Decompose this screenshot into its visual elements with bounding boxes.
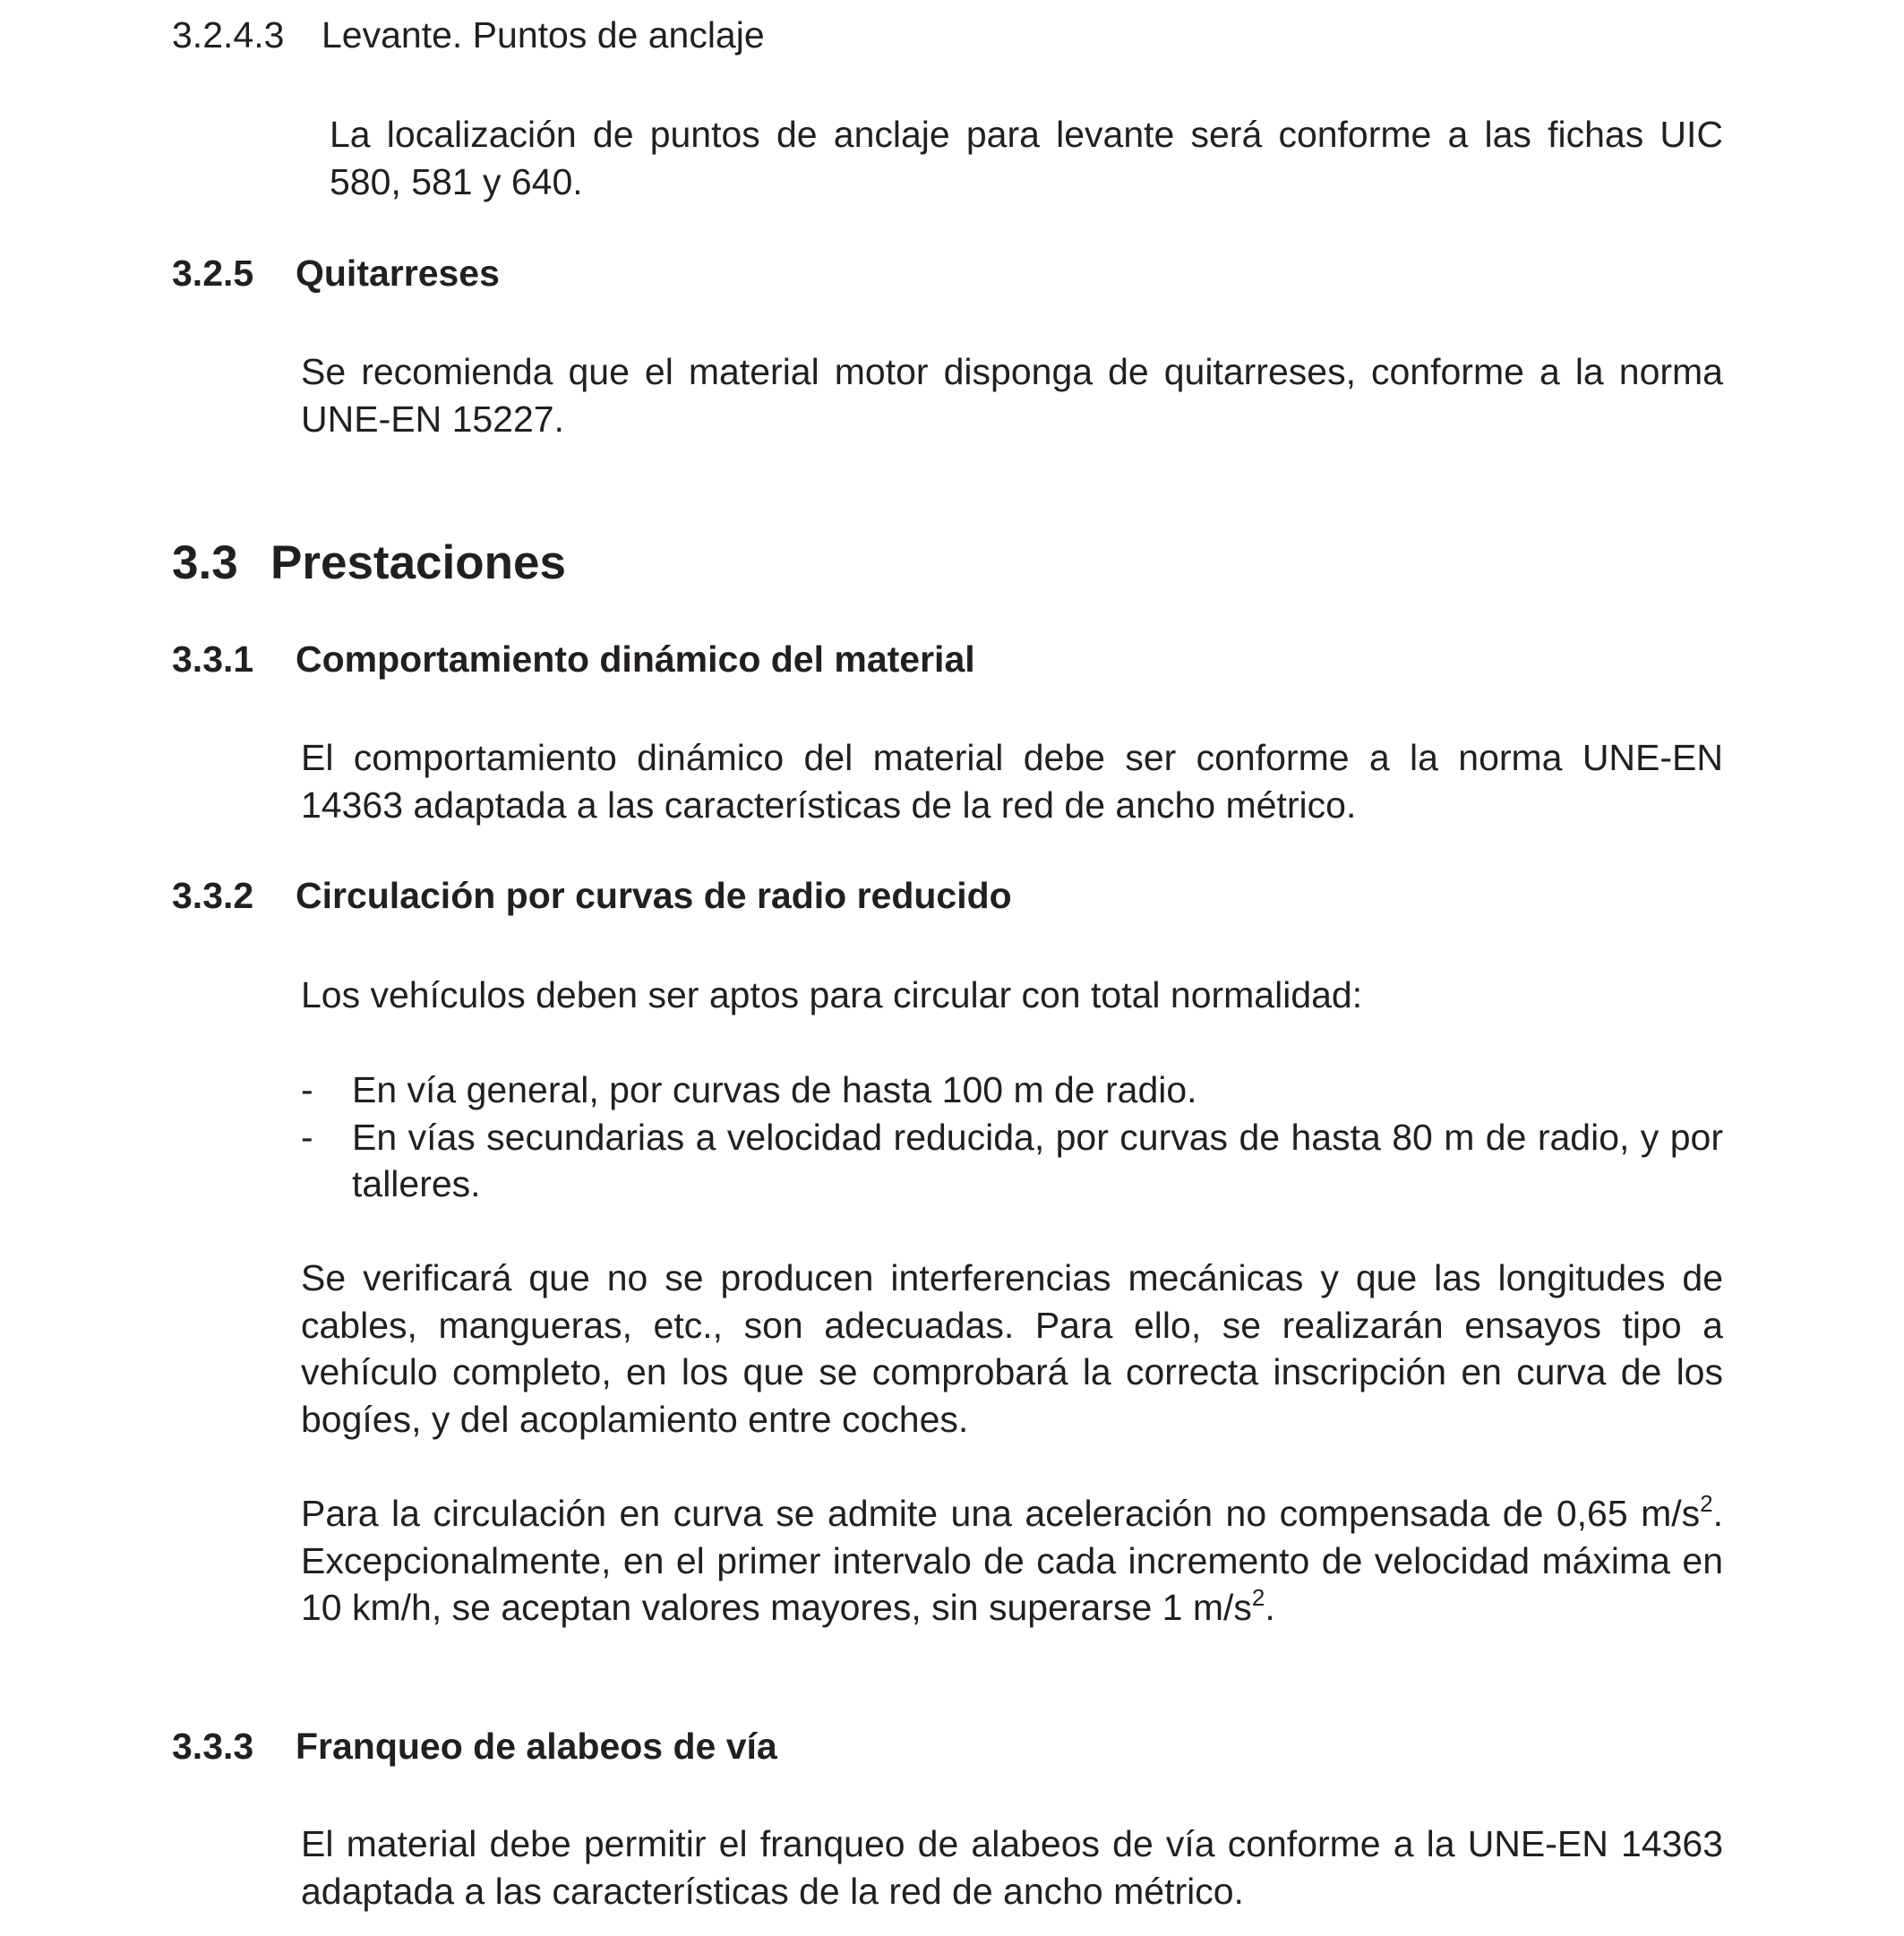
bullet-dash: - xyxy=(301,1116,313,1158)
section-title: Franqueo de alabeos de vía xyxy=(296,1726,777,1767)
accel-text-3: . xyxy=(1265,1587,1275,1628)
paragraph-dynamic-behaviour: El comportamiento dinámico del material debe ser conforme a la norma UNE-EN 14363 adaptada a las características de la red de ancho métrico. xyxy=(301,737,1723,826)
list-item xyxy=(301,1114,1723,1208)
section-number: 3.3.2 xyxy=(172,875,254,916)
paragraph-track-twist: El material debe permitir el franqueo de alabeos de vía conforme a la UNE-EN 14363 adaptada a las características de la red de ancho métrico. xyxy=(301,1823,1723,1912)
accel-exponent-2: 2 xyxy=(1251,1584,1265,1611)
section-title: Circulación por curvas de radio reducido xyxy=(296,875,1012,916)
section-number: 3.3.1 xyxy=(172,638,254,680)
accel-text-2: . Excepcionalmente, en el primer intervalo de cada incremento de velocidad máxima en 10 km/h, se aceptan valores mayores, sin superarse 1 m/s xyxy=(301,1493,1723,1628)
accel-exponent-1: 2 xyxy=(1700,1490,1713,1517)
section-number: 3.2.5 xyxy=(172,253,254,294)
curves-bullet-list xyxy=(301,1067,1723,1208)
list-item-text: En vías secundarias a velocidad reducida, por curvas de hasta 80 m de radio, y por talleres. xyxy=(352,1116,1723,1204)
section-number: 3.3.3 xyxy=(172,1726,254,1767)
paragraph-quitarreses: Se recomienda que el material motor disponga de quitarreses, conforme a la norma UNE-EN 15227. xyxy=(301,351,1723,440)
section-title: Quitarreses xyxy=(296,253,500,294)
heading-3-3-2 xyxy=(172,875,1012,917)
heading-3-2-4-3 xyxy=(172,14,765,56)
heading-3-3-3 xyxy=(172,1726,777,1768)
paragraph-verification: Se verificará que no se producen interferencias mecánicas y que las longitudes de cables, mangueras, etc., son adecuadas. Para ello, se realizarán ensayos tipo a vehículo completo, en los que se comprobará la correcta inscripción en curva de los bogíes, y del acoplamiento entre coches. xyxy=(301,1257,1723,1440)
heading-3-3 xyxy=(172,535,566,590)
section-title: Comportamiento dinámico del material xyxy=(296,638,975,680)
accel-text-1: Para la circulación en curva se admite una aceleración no compensada de 0,65 m/s xyxy=(301,1493,1701,1534)
list-item xyxy=(301,1067,1723,1114)
paragraph-anchor-points: La localización de puntos de anclaje para levante será conforme a las fichas UIC 580, 581 y 640. xyxy=(330,114,1723,202)
list-item-text: En vía general, por curvas de hasta 100 m de radio. xyxy=(352,1069,1197,1110)
section-number: 3.2.4.3 xyxy=(172,14,285,56)
heading-3-2-5 xyxy=(172,253,500,295)
bullet-dash: - xyxy=(301,1069,313,1110)
paragraph-curves-intro: Los vehículos deben ser aptos para circular con total normalidad: xyxy=(301,974,1363,1015)
section-title: Levante. Puntos de anclaje xyxy=(322,14,765,56)
paragraph-acceleration xyxy=(301,1490,1723,1632)
section-number: 3.3 xyxy=(172,536,238,589)
heading-3-3-1 xyxy=(172,638,975,681)
section-title: Prestaciones xyxy=(270,536,566,589)
